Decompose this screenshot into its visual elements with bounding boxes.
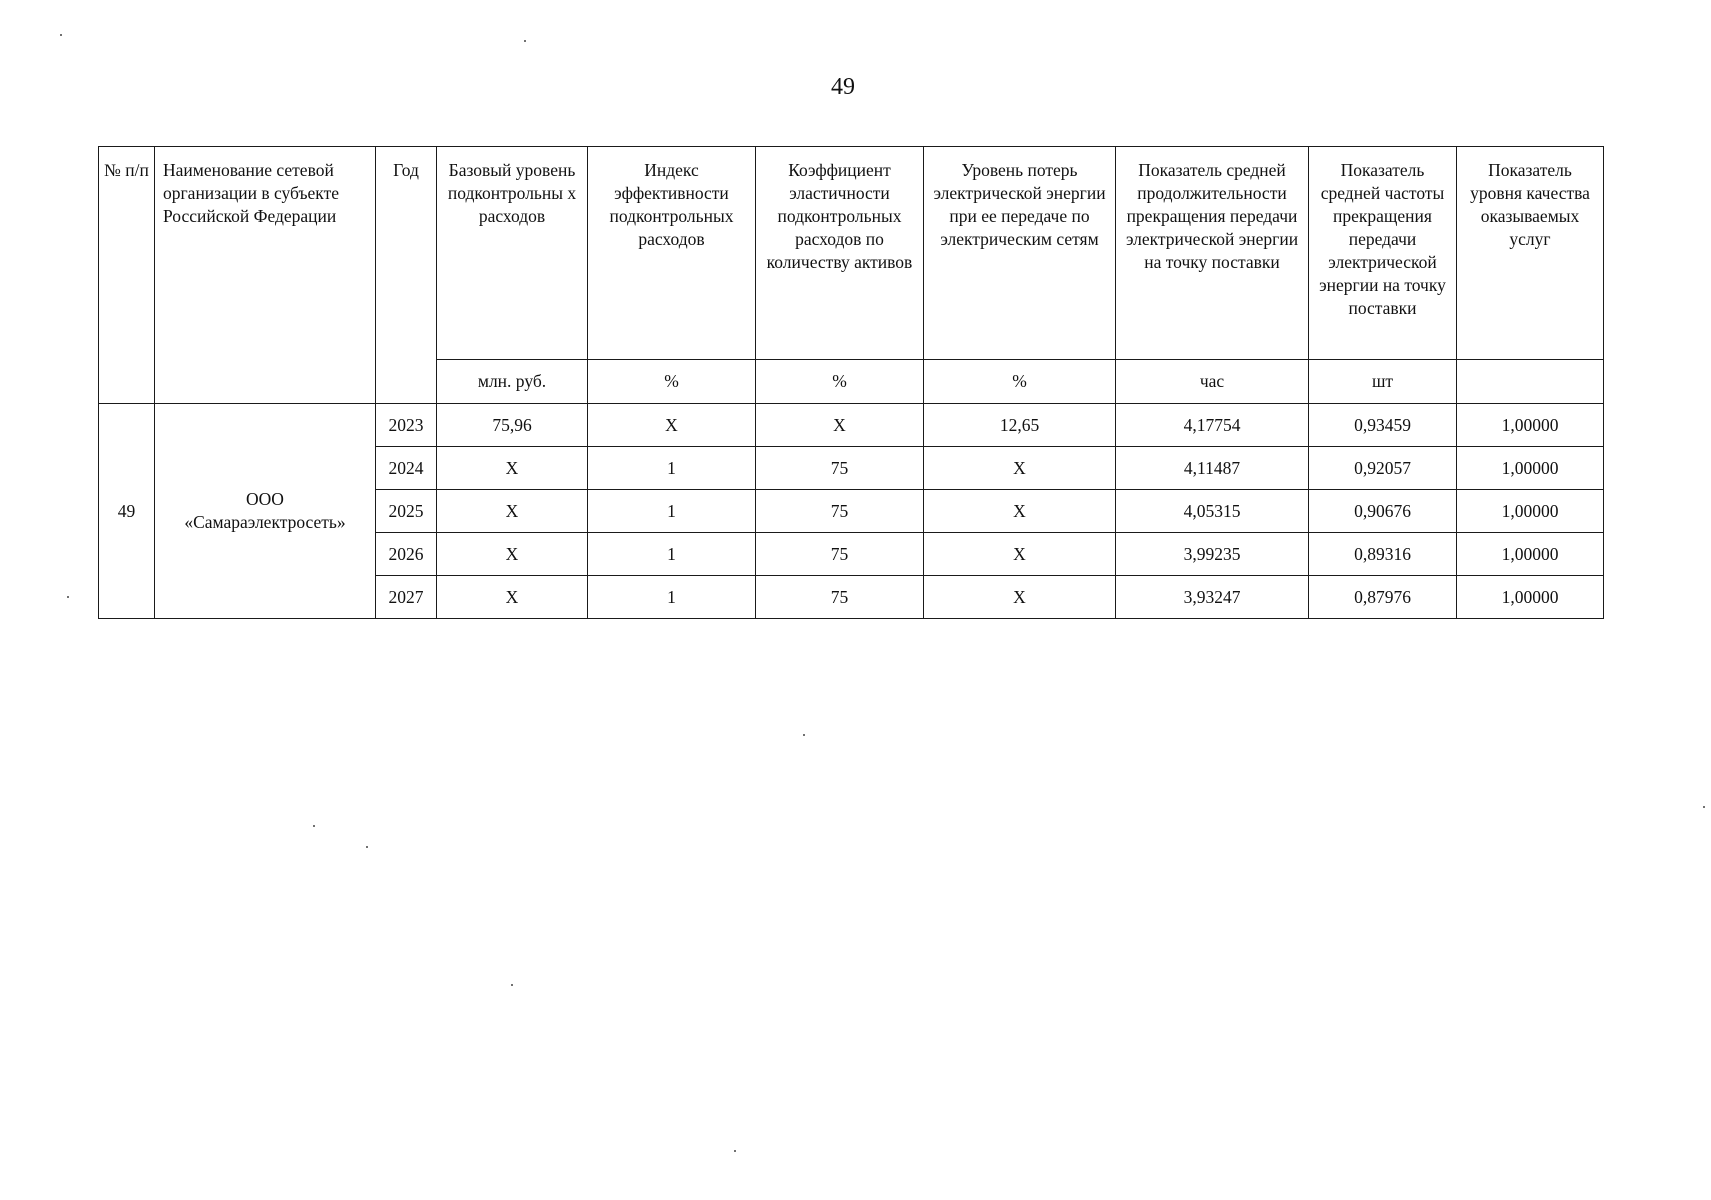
cell-service-quality: 1,00000	[1457, 404, 1604, 447]
header-organization: Наименование сетевой организации в субъекте Российской Федерации	[155, 147, 376, 404]
header-year: Год	[376, 147, 437, 404]
page-number: 49	[831, 74, 855, 100]
table-row	[99, 404, 1604, 447]
cell-interruption-frequency: 0,90676	[1309, 490, 1457, 533]
cell-elasticity-coefficient: 75	[756, 490, 924, 533]
unit-interruption-duration: час	[1116, 360, 1309, 404]
cell-efficiency-index: 1	[588, 576, 756, 619]
cell-interruption-duration: 3,99235	[1116, 533, 1309, 576]
cell-elasticity-coefficient: 75	[756, 447, 924, 490]
cell-efficiency-index: Х	[588, 404, 756, 447]
cell-interruption-duration: 4,17754	[1116, 404, 1309, 447]
unit-base-level: млн. руб.	[437, 360, 588, 404]
scan-speck	[803, 734, 805, 736]
cell-elasticity-coefficient: Х	[756, 404, 924, 447]
cell-interruption-duration: 4,11487	[1116, 447, 1309, 490]
cell-interruption-duration: 3,93247	[1116, 576, 1309, 619]
cell-efficiency-index: 1	[588, 533, 756, 576]
header-elasticity-coefficient: Коэффициент эластичности подконтрольных расходов по количеству активов	[756, 147, 924, 360]
scan-speck	[60, 34, 62, 36]
cell-interruption-duration: 4,05315	[1116, 490, 1309, 533]
cell-interruption-frequency: 0,89316	[1309, 533, 1457, 576]
unit-losses-level: %	[924, 360, 1116, 404]
cell-interruption-frequency: 0,87976	[1309, 576, 1457, 619]
cell-year: 2024	[376, 447, 437, 490]
header-interruption-duration: Показатель средней продолжительности прекращения передачи электрической энергии на точку поставки	[1116, 147, 1309, 360]
cell-elasticity-coefficient: 75	[756, 533, 924, 576]
header-row	[99, 147, 1604, 360]
cell-losses-level: Х	[924, 490, 1116, 533]
header-number: № п/п	[99, 147, 155, 404]
cell-service-quality: 1,00000	[1457, 576, 1604, 619]
cell-service-quality: 1,00000	[1457, 533, 1604, 576]
scan-speck	[366, 846, 368, 848]
header-service-quality: Показатель уровня качества оказываемых услуг	[1457, 147, 1604, 360]
cell-year: 2025	[376, 490, 437, 533]
cell-losses-level: Х	[924, 447, 1116, 490]
organization-name	[155, 404, 376, 619]
cell-year: 2026	[376, 533, 437, 576]
header-base-level: Базовый уровень подконтрольны х расходов	[437, 147, 588, 360]
cell-base-level: Х	[437, 533, 588, 576]
scan-speck	[67, 596, 69, 598]
unit-service-quality	[1457, 360, 1604, 404]
cell-base-level: Х	[437, 576, 588, 619]
cell-interruption-frequency: 0,93459	[1309, 404, 1457, 447]
cell-year: 2023	[376, 404, 437, 447]
cell-base-level: Х	[437, 490, 588, 533]
cell-efficiency-index: 1	[588, 447, 756, 490]
cell-losses-level: Х	[924, 533, 1116, 576]
scan-speck	[524, 40, 526, 42]
cell-year: 2027	[376, 576, 437, 619]
cell-elasticity-coefficient: 75	[756, 576, 924, 619]
cell-service-quality: 1,00000	[1457, 490, 1604, 533]
unit-efficiency-index: %	[588, 360, 756, 404]
cell-efficiency-index: 1	[588, 490, 756, 533]
cell-base-level: 75,96	[437, 404, 588, 447]
scan-speck	[1703, 806, 1705, 808]
organization-name-line2: «Самараэлектросеть»	[184, 512, 346, 532]
entry-number: 49	[99, 404, 155, 619]
organization-name-line1: ООО	[246, 489, 284, 509]
cell-base-level: Х	[437, 447, 588, 490]
header-efficiency-index: Индекс эффективности подконтрольных расходов	[588, 147, 756, 360]
header-losses-level: Уровень потерь электрической энергии при ее передаче по электрическим сетям	[924, 147, 1116, 360]
cell-interruption-frequency: 0,92057	[1309, 447, 1457, 490]
cell-service-quality: 1,00000	[1457, 447, 1604, 490]
unit-elasticity-coefficient: %	[756, 360, 924, 404]
unit-interruption-frequency: шт	[1309, 360, 1457, 404]
header-interruption-frequency: Показатель средней частоты прекращения передачи электрической энергии на точку поставки	[1309, 147, 1457, 360]
cell-losses-level: Х	[924, 576, 1116, 619]
scan-speck	[511, 984, 513, 986]
cell-losses-level: 12,65	[924, 404, 1116, 447]
scan-speck	[313, 825, 315, 827]
scan-speck	[734, 1150, 736, 1152]
indicators-table	[98, 146, 1604, 619]
